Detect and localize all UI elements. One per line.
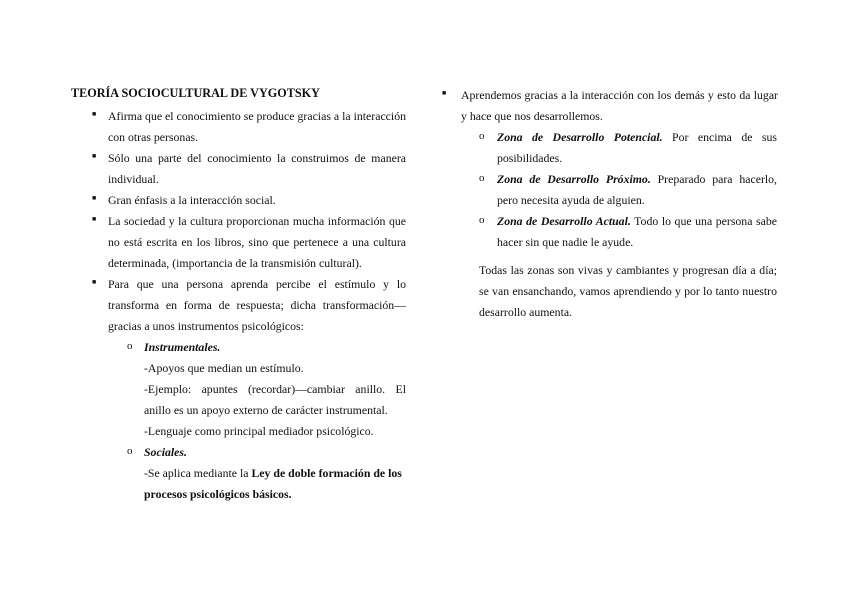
zone-line: hacer sin que nadie le ayude. [497, 235, 634, 249]
circle-bullet-icon: o [127, 445, 133, 457]
square-bullet-icon: ■ [92, 110, 97, 118]
bullet-text-line: no está escrita en los libros, sino que pertenece a una cultura [108, 235, 406, 249]
subitem-text-line: procesos psicológicos básicos. [144, 487, 292, 501]
bullet-text-line: Para que una persona aprenda percibe el estímulo y lo [108, 277, 406, 291]
bullet-text-line: Sólo una parte del conocimiento la construimos de manera [108, 151, 406, 165]
bullet-text-line: gracias a unos instrumentos psicológicos: [108, 319, 304, 333]
document-title: TEORÍA SOCIOCULTURAL DE VYGOTSKY [71, 86, 320, 100]
subitem-text-line: -Se aplica mediante la Ley de doble formación de los [144, 466, 402, 480]
bullet-text-line: La sociedad y la cultura proporcionan mucha información que [108, 214, 406, 228]
bullet-text-line: determinada, (importancia de la transmisión cultural). [108, 256, 362, 270]
bullet-text-line: Gran énfasis a la interacción social. [108, 193, 276, 207]
zone-line: posibilidades. [497, 151, 563, 165]
zone-line: pero necesita ayuda de alguien. [497, 193, 645, 207]
bullet-text-line: Aprendemos gracias a la interacción con los demás y esto da lugar [461, 88, 778, 102]
square-bullet-icon: ■ [92, 152, 97, 160]
circle-bullet-icon: o [127, 340, 133, 352]
square-bullet-icon: ■ [92, 278, 97, 286]
bullet-text-line: Afirma que el conocimiento se produce gracias a la interacción [108, 109, 406, 123]
paragraph-line: Todas las zonas son vivas y cambiantes y progresan día a día; [479, 263, 777, 277]
square-bullet-icon: ■ [92, 194, 97, 202]
bullet-text-line: individual. [108, 172, 159, 186]
zone-line: Zona de Desarrollo Actual. Todo lo que una persona sabe [497, 214, 777, 228]
subitem-text-line: anillo es un apoyo externo de carácter instrumental. [144, 403, 388, 417]
bullet-text-line: transforma en forma de respuesta; dicha transformación— [108, 298, 406, 312]
square-bullet-icon: ■ [92, 215, 97, 223]
paragraph-line: desarrollo aumenta. [479, 305, 573, 319]
subitem-heading: Sociales. [144, 445, 187, 459]
zone-line: Zona de Desarrollo Próximo. Preparado para hacerlo, [497, 172, 777, 186]
bullet-text-line: con otras personas. [108, 130, 199, 144]
subitem-text-line: -Apoyos que median un estímulo. [144, 361, 304, 375]
subitem-heading: Instrumentales. [144, 340, 221, 354]
paragraph-line: se van ensanchando, vamos aprendiendo y por lo tanto nuestro [479, 284, 777, 298]
circle-bullet-icon: o [479, 172, 485, 184]
bullet-text-line: y hace que nos desarrollemos. [461, 109, 603, 123]
square-bullet-icon: ■ [442, 89, 447, 97]
circle-bullet-icon: o [479, 214, 485, 226]
subitem-text-line: -Ejemplo: apuntes (recordar)—cambiar anillo. El [144, 382, 406, 396]
subitem-text-line: -Lenguaje como principal mediador psicológico. [144, 424, 374, 438]
zone-line: Zona de Desarrollo Potencial. Por encima de sus [497, 130, 777, 144]
circle-bullet-icon: o [479, 130, 485, 142]
